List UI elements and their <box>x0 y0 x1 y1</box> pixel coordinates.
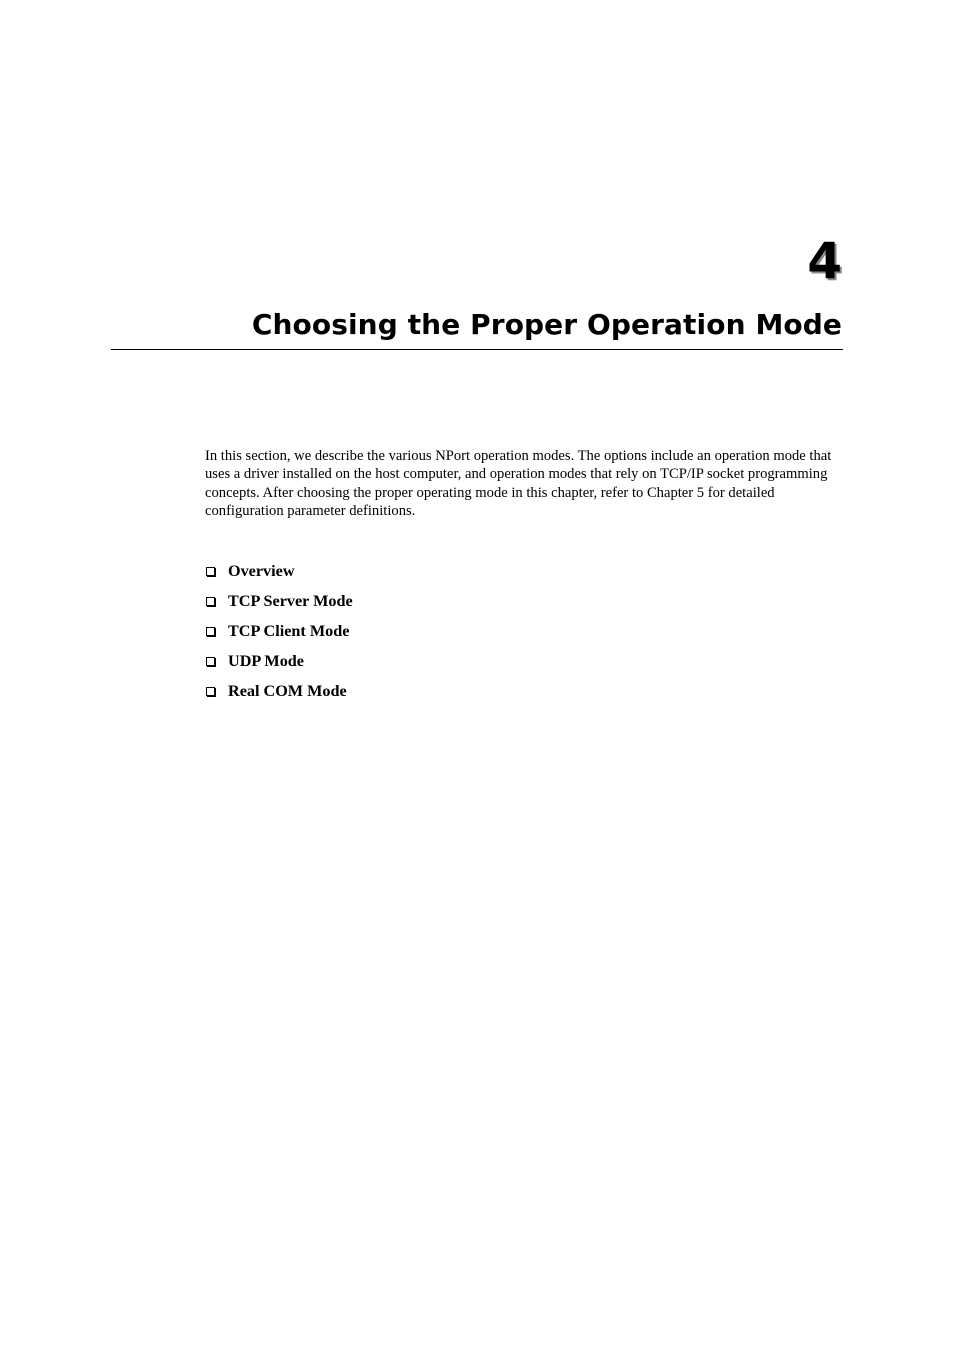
checkbox-icon <box>206 627 215 636</box>
topic-label: TCP Server Mode <box>228 592 353 611</box>
checkbox-icon <box>206 567 215 576</box>
intro-paragraph: In this section, we describe the various NPort operation modes. The options include an operation mode that uses a driver installed on the host computer, and operation modes that rely on TCP/IP socket programming concepts. After choosing the proper operating mode in this chapter, refer to Chapter 5 for detailed configuration parameter definitions. <box>205 448 832 519</box>
topic-label: UDP Mode <box>228 651 304 670</box>
topic-item-tcp-server-mode <box>205 587 353 617</box>
chapter-number: 4 <box>807 232 842 290</box>
topic-item-tcp-client-mode <box>205 617 353 647</box>
topic-item-udp-mode <box>205 646 353 676</box>
topic-item-real-com-mode <box>205 676 353 706</box>
checkbox-icon <box>206 687 215 696</box>
checkbox-icon <box>206 597 215 606</box>
checkbox-icon <box>206 657 215 666</box>
topic-item-overview <box>205 557 353 587</box>
topic-list <box>205 557 353 706</box>
topic-label: Overview <box>228 562 295 581</box>
title-divider <box>111 349 843 350</box>
chapter-title: Choosing the Proper Operation Mode <box>251 308 842 341</box>
topic-label: Real COM Mode <box>228 681 347 700</box>
topic-label: TCP Client Mode <box>228 621 350 640</box>
